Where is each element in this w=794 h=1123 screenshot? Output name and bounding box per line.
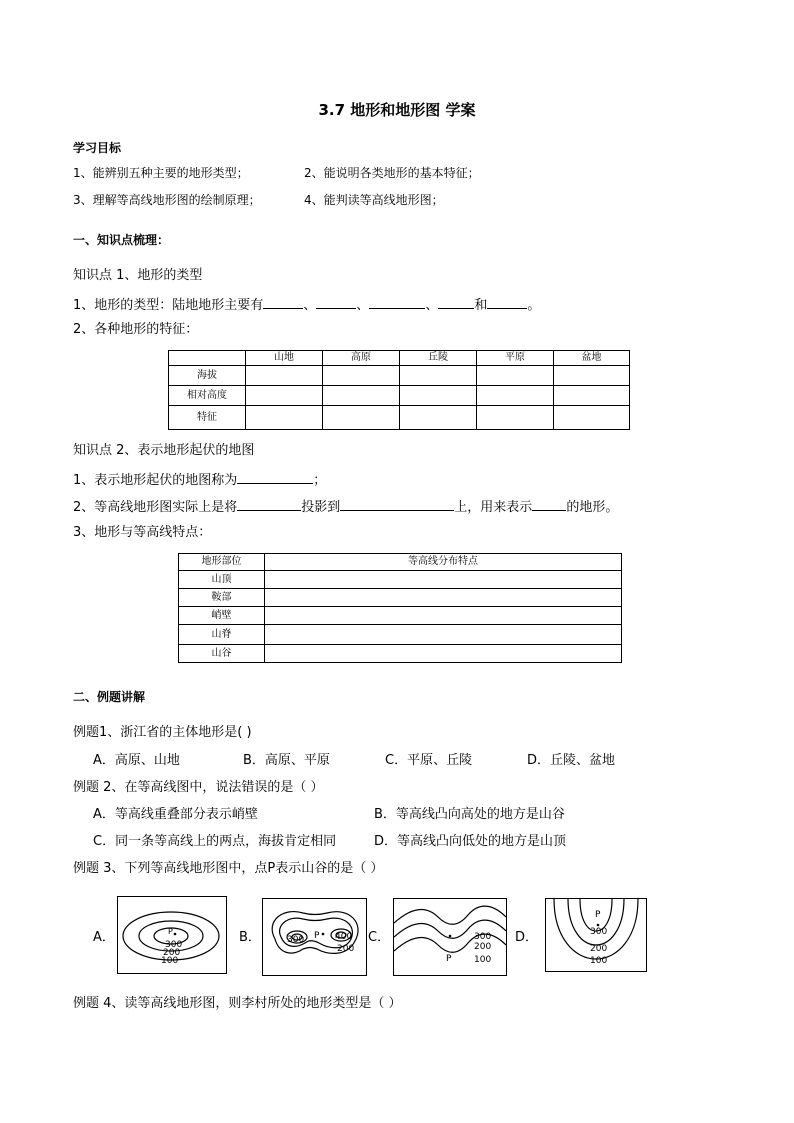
section2-heading: 二、例题讲解 xyxy=(73,690,146,704)
kp1-q1 xyxy=(73,295,540,314)
kp2-q1-prefix: 1、表示地形起伏的地图称为 xyxy=(73,473,238,488)
example2-option-d[interactable]: D．等高线凸向低处的地方是山顶 xyxy=(374,834,567,849)
contour-features-table xyxy=(178,553,622,663)
example4-question: 例题 4、读等高线地形图，则李村所处的地形类型是（ ） xyxy=(73,996,402,1011)
table-header-cell: 山地 xyxy=(246,351,323,366)
section1-heading: 一、知识点梳理： xyxy=(73,233,170,247)
objective-item: 4、能判读等高线地形图； xyxy=(304,193,444,207)
table-row-label: 峭壁 xyxy=(179,607,265,625)
table-cell[interactable] xyxy=(265,589,622,607)
table-cell[interactable] xyxy=(554,386,630,406)
table-cell[interactable] xyxy=(265,607,622,625)
answer-blank[interactable] xyxy=(263,295,303,309)
example1-option-d[interactable]: D．丘陵、盆地 xyxy=(527,753,616,768)
figure-d-label[interactable]: D． xyxy=(515,930,539,945)
contour-label: 300 xyxy=(590,927,608,937)
objective-item: 1、能辨别五种主要的地形类型； xyxy=(73,166,249,180)
example2-option-c[interactable]: C．同一条等高线上的两点，海拔肯定相同 xyxy=(93,834,337,849)
answer-blank[interactable] xyxy=(438,295,474,309)
page-title: 3.7 地形和地形图 学案 xyxy=(318,101,476,119)
kp2-q2-part: 投影到 xyxy=(301,500,341,515)
contour-label: 400 xyxy=(335,932,353,942)
table-cell[interactable] xyxy=(477,386,554,406)
example2-question: 例题 2、在等高线图中，说法错误的是（ ） xyxy=(73,780,324,795)
point-p-label: P xyxy=(595,910,601,920)
table-cell[interactable] xyxy=(265,571,622,589)
table-cell[interactable] xyxy=(477,366,554,386)
point-p-label: P xyxy=(314,931,320,941)
contour-label: 300 xyxy=(287,935,305,945)
example1-option-c[interactable]: C．平原、丘陵 xyxy=(385,753,473,768)
example1-option-b[interactable]: B．高原、平原 xyxy=(243,753,330,768)
table-cell[interactable] xyxy=(554,406,630,430)
kp2-q2-part: 2、等高线地形图实际上是将 xyxy=(73,500,238,515)
table-row-label: 山顶 xyxy=(179,571,265,589)
objective-item: 2、能说明各类地形的基本特征； xyxy=(304,166,480,180)
contour-label: 300 xyxy=(165,940,183,950)
answer-blank[interactable] xyxy=(237,497,301,511)
example2-option-a[interactable]: A．等高线重叠部分表示峭壁 xyxy=(93,807,258,822)
contour-label: 200 xyxy=(337,944,355,954)
point-p-label: P xyxy=(168,927,173,936)
contour-label: 200 xyxy=(474,942,492,952)
contour-label: 200 xyxy=(590,944,608,954)
kp2-q2-part: 的地形。 xyxy=(566,500,619,515)
contour-figure-c xyxy=(393,898,507,976)
answer-blank[interactable] xyxy=(340,497,454,511)
table-header-cell: 等高线分布特点 xyxy=(265,554,622,571)
landform-features-table xyxy=(168,350,630,430)
table-cell[interactable] xyxy=(400,366,477,386)
semicolon: ； xyxy=(313,473,327,488)
figure-c-label[interactable]: C． xyxy=(368,930,391,945)
kp2-q2 xyxy=(73,497,618,516)
answer-blank[interactable] xyxy=(532,497,566,511)
kp1-q1-prefix: 1、地形的类型：陆地地形主要有 xyxy=(73,298,264,313)
answer-blank[interactable] xyxy=(487,295,527,309)
figure-b-label[interactable]: B． xyxy=(239,930,261,945)
contour-label: 100 xyxy=(590,956,608,966)
answer-blank[interactable] xyxy=(237,470,313,484)
table-cell[interactable] xyxy=(323,366,400,386)
table-cell[interactable] xyxy=(246,386,323,406)
table-cell[interactable] xyxy=(554,366,630,386)
kp2-title: 知识点 2、表示地形起伏的地图 xyxy=(73,443,255,458)
contour-figure-a xyxy=(117,896,227,974)
table-header-cell xyxy=(169,351,246,366)
table-header-cell: 盆地 xyxy=(554,351,630,366)
example1-question: 例题1、浙江省的主体地形是( ) xyxy=(73,725,252,740)
table-row-label: 特征 xyxy=(169,406,246,430)
kp1-title: 知识点 1、地形的类型 xyxy=(73,268,203,283)
objectives-heading: 学习目标 xyxy=(73,141,122,155)
contour-label: 200 xyxy=(163,948,181,958)
table-cell[interactable] xyxy=(265,645,622,663)
contour-figure-b xyxy=(262,898,367,976)
example3-question: 例题 3、下列等高线地形图中，点P表示山谷的是（ ） xyxy=(73,861,384,876)
separator: 、 xyxy=(356,298,370,313)
table-row-label: 鞍部 xyxy=(179,589,265,607)
contour-figure-d xyxy=(545,898,647,972)
table-header-cell: 丘陵 xyxy=(400,351,477,366)
answer-blank[interactable] xyxy=(316,295,356,309)
table-cell[interactable] xyxy=(246,406,323,430)
table-row-label: 山谷 xyxy=(179,645,265,663)
objective-item: 3、理解等高线地形图的绘制原理； xyxy=(73,193,261,207)
example2-option-b[interactable]: B．等高线凸向高处的地方是山谷 xyxy=(374,807,565,822)
contour-label: 100 xyxy=(161,956,179,966)
table-cell[interactable] xyxy=(323,386,400,406)
table-header-cell: 平原 xyxy=(477,351,554,366)
separator: 、 xyxy=(425,298,439,313)
kp2-q2-part: 上，用来表示 xyxy=(454,500,533,515)
point-p-label: P xyxy=(446,954,452,964)
answer-blank[interactable] xyxy=(369,295,425,309)
table-cell[interactable] xyxy=(323,406,400,430)
table-cell[interactable] xyxy=(246,366,323,386)
kp2-q3: 3、地形与等高线特点： xyxy=(73,525,212,540)
table-row-label: 山脊 xyxy=(179,625,265,645)
table-header-cell: 地形部位 xyxy=(179,554,265,571)
contour-label: 300 xyxy=(474,932,492,942)
table-header-cell: 高原 xyxy=(323,351,400,366)
figure-a-label[interactable]: A． xyxy=(93,930,115,945)
period: 。 xyxy=(527,298,541,313)
and-word: 和 xyxy=(474,298,488,313)
table-cell[interactable] xyxy=(400,406,477,430)
table-row-label: 海拔 xyxy=(169,366,246,386)
table-cell[interactable] xyxy=(265,625,622,645)
kp1-q2: 2、各种地形的特征： xyxy=(73,322,199,337)
kp2-q1 xyxy=(73,470,326,489)
separator: 、 xyxy=(303,298,317,313)
table-row-label: 相对高度 xyxy=(169,386,246,406)
table-cell[interactable] xyxy=(400,386,477,406)
table-cell[interactable] xyxy=(477,406,554,430)
contour-label: 100 xyxy=(474,955,492,965)
example1-option-a[interactable]: A．高原、山地 xyxy=(93,753,180,768)
